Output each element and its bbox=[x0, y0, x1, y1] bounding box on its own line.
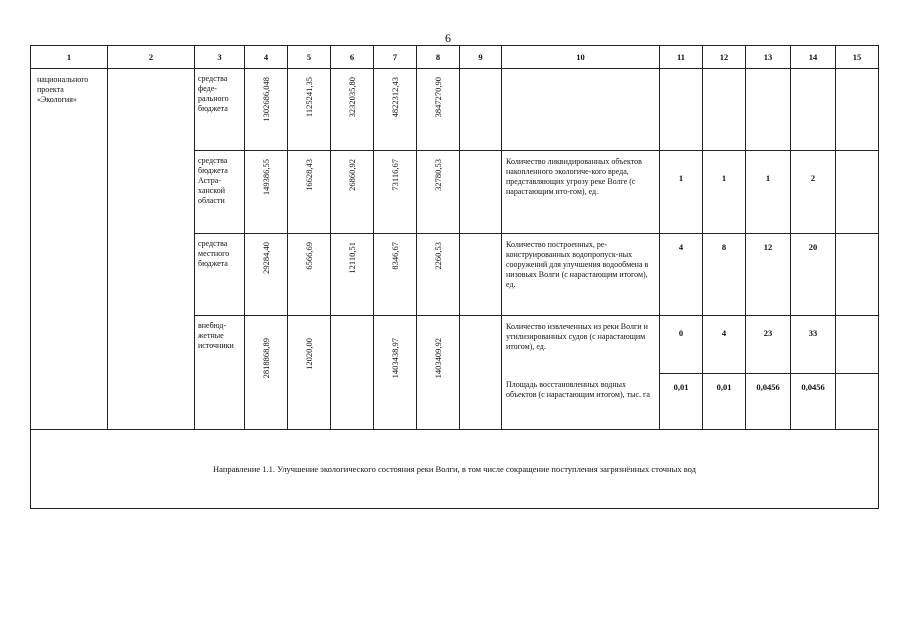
amount-cell: 1125241,35 bbox=[288, 69, 331, 151]
target-cell: 4 bbox=[703, 316, 746, 374]
col-header: 6 bbox=[331, 46, 374, 69]
target-cell bbox=[660, 69, 703, 151]
header-row bbox=[31, 46, 879, 69]
col-header: 10 bbox=[502, 46, 660, 69]
target-cell: 0,0456 bbox=[746, 374, 791, 430]
indicator-cell: Количество ликвидированных объектов накопленного экологиче-кого вреда, представляющих угрозу реке Волге (с нарастающим ито-гом), ед. bbox=[502, 151, 660, 234]
col-header: 7 bbox=[374, 46, 417, 69]
amount-cell: 2260,53 bbox=[417, 234, 460, 316]
target-cell: 1 bbox=[660, 151, 703, 234]
page-number: 6 bbox=[445, 31, 451, 45]
col-header: 8 bbox=[417, 46, 460, 69]
empty-cell bbox=[836, 374, 879, 430]
amount-cell: 32780,53 bbox=[417, 151, 460, 234]
col-header: 11 bbox=[660, 46, 703, 69]
amount-cell: 16628,43 bbox=[288, 151, 331, 234]
amount-cell: 2818868,89 bbox=[245, 316, 288, 430]
funding-source: средства бюджета Астра-ханской области bbox=[195, 151, 245, 234]
amount-cell: 12020,00 bbox=[288, 316, 331, 430]
target-cell: 33 bbox=[791, 316, 836, 374]
target-cell: 0,01 bbox=[703, 374, 746, 430]
amount-cell: 12110,51 bbox=[331, 234, 374, 316]
amount-cell: 3847270,90 bbox=[417, 69, 460, 151]
amount-cell bbox=[331, 316, 374, 430]
funding-source: внебюд-жетные источники bbox=[195, 316, 245, 430]
funding-source: средства феде-рального бюджета bbox=[195, 69, 245, 151]
target-cell: 23 bbox=[746, 316, 791, 374]
target-cell: 2 bbox=[791, 151, 836, 234]
empty-cell bbox=[108, 69, 195, 430]
target-cell bbox=[791, 69, 836, 151]
indicator-cell bbox=[502, 69, 660, 151]
target-cell: 20 bbox=[791, 234, 836, 316]
col-header: 2 bbox=[108, 46, 195, 69]
target-cell: 12 bbox=[746, 234, 791, 316]
empty-cell bbox=[460, 151, 502, 234]
target-cell: 8 bbox=[703, 234, 746, 316]
indicator-cell: Количество построенных, ре-конструированных водопропуск-ных сооружений для улучшения водообмена в низовьях Волги (с нарастающим итогом), ед. bbox=[502, 234, 660, 316]
empty-cell bbox=[836, 69, 879, 151]
col-header: 12 bbox=[703, 46, 746, 69]
target-cell: 0 bbox=[660, 316, 703, 374]
amount-cell: 29284,40 bbox=[245, 234, 288, 316]
col-header: 13 bbox=[746, 46, 791, 69]
empty-cell bbox=[836, 151, 879, 234]
empty-cell bbox=[460, 234, 502, 316]
empty-cell bbox=[460, 69, 502, 151]
amount-cell: 1302686,048 bbox=[245, 69, 288, 151]
empty-cell bbox=[836, 316, 879, 374]
col-header: 14 bbox=[791, 46, 836, 69]
empty-cell bbox=[460, 316, 502, 430]
amount-cell: 3232035,80 bbox=[331, 69, 374, 151]
empty-cell bbox=[836, 234, 879, 316]
amount-cell: 1403409,92 bbox=[417, 316, 460, 430]
target-cell bbox=[703, 69, 746, 151]
funding-source: средства местного бюджета bbox=[195, 234, 245, 316]
amount-cell: 6566,69 bbox=[288, 234, 331, 316]
col-header: 9 bbox=[460, 46, 502, 69]
col-header: 5 bbox=[288, 46, 331, 69]
col-header: 1 bbox=[31, 46, 108, 69]
direction-row bbox=[31, 430, 879, 509]
amount-cell: 8346,67 bbox=[374, 234, 417, 316]
col-header: 3 bbox=[195, 46, 245, 69]
target-cell: 4 bbox=[660, 234, 703, 316]
program-table bbox=[30, 45, 879, 509]
target-cell: 1 bbox=[703, 151, 746, 234]
col-header: 4 bbox=[245, 46, 288, 69]
target-cell: 1 bbox=[746, 151, 791, 234]
indicator-cell: Площадь восстановленных водных объектов (с нарастающим итогом), тыс. га bbox=[502, 374, 660, 430]
col-header: 15 bbox=[836, 46, 879, 69]
direction-text: Направление 1.1. Улучшение экологического состояния реки Волги, в том числе сокращение поступления загрязнённых сточных вод bbox=[31, 430, 879, 509]
project-name-cell: национального проекта «Экология» bbox=[31, 69, 108, 430]
target-cell: 0,01 bbox=[660, 374, 703, 430]
target-cell bbox=[746, 69, 791, 151]
amount-cell: 73116,67 bbox=[374, 151, 417, 234]
amount-cell: 149386,55 bbox=[245, 151, 288, 234]
indicator-cell: Количество извлеченных из реки Волги и утилизированных судов (с нарастающим итогом), ед. bbox=[502, 316, 660, 374]
target-cell: 0,0456 bbox=[791, 374, 836, 430]
amount-cell: 4822312,43 bbox=[374, 69, 417, 151]
table-row bbox=[31, 69, 879, 151]
amount-cell: 1403438,97 bbox=[374, 316, 417, 430]
amount-cell: 26860,92 bbox=[331, 151, 374, 234]
